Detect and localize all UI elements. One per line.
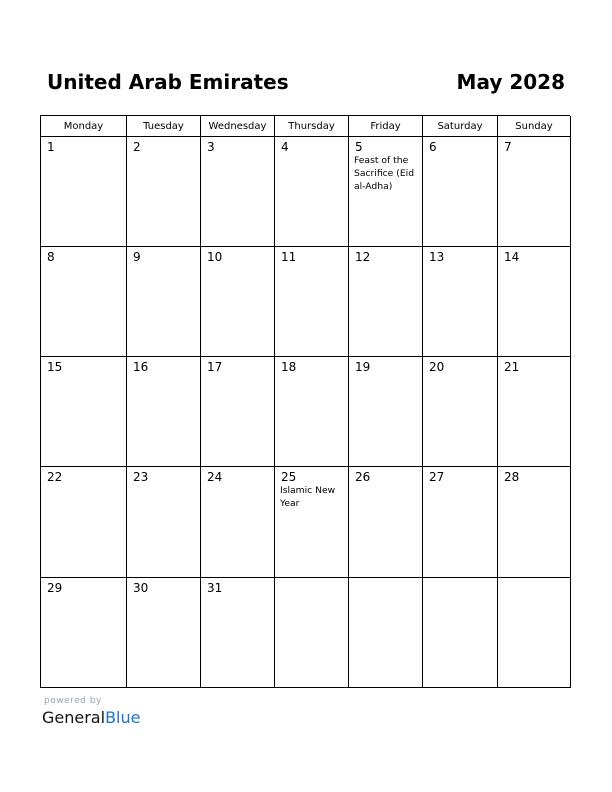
day-number: 5 xyxy=(355,140,363,154)
day-cell xyxy=(201,467,275,578)
day-number: 9 xyxy=(133,250,141,264)
day-number: 31 xyxy=(207,581,223,595)
day-number: 12 xyxy=(355,250,371,264)
day-number: 30 xyxy=(133,581,149,595)
day-cell xyxy=(41,578,127,688)
day-cell xyxy=(127,578,201,688)
day-cell xyxy=(41,467,127,578)
day-cell xyxy=(41,137,127,247)
day-number: 16 xyxy=(133,360,149,374)
day-number: 26 xyxy=(355,470,371,484)
day-number: 23 xyxy=(133,470,149,484)
day-number: 21 xyxy=(504,360,520,374)
day-cell xyxy=(423,137,498,247)
day-cell xyxy=(275,137,349,247)
day-cell xyxy=(423,578,498,688)
day-number: 25 xyxy=(281,470,297,484)
day-cell xyxy=(127,467,201,578)
day-number: 15 xyxy=(47,360,63,374)
day-cell xyxy=(498,357,571,467)
day-cell xyxy=(349,137,423,247)
day-cell xyxy=(498,137,571,247)
day-number: 6 xyxy=(429,140,437,154)
weekday-header: Friday xyxy=(349,116,423,137)
weekday-header: Tuesday xyxy=(127,116,201,137)
day-number: 10 xyxy=(207,250,223,264)
brand-logo xyxy=(42,708,140,727)
day-cell xyxy=(127,247,201,357)
day-cell xyxy=(498,578,571,688)
day-cell xyxy=(201,357,275,467)
day-number: 22 xyxy=(47,470,63,484)
day-cell xyxy=(201,578,275,688)
day-cell xyxy=(423,467,498,578)
day-number: 2 xyxy=(133,140,141,154)
day-number: 4 xyxy=(281,140,289,154)
holiday-label: Feast of the Sacrifice (Eid al-Adha) xyxy=(354,155,415,192)
day-cell xyxy=(41,357,127,467)
day-number: 1 xyxy=(47,140,55,154)
weekday-header: Saturday xyxy=(423,116,498,137)
day-cell xyxy=(275,357,349,467)
day-number: 11 xyxy=(281,250,297,264)
brand-name-part1: General xyxy=(42,708,106,727)
day-number: 7 xyxy=(504,140,512,154)
country-title: United Arab Emirates xyxy=(47,70,289,94)
day-number: 13 xyxy=(429,250,445,264)
day-cell xyxy=(127,137,201,247)
day-cell xyxy=(498,467,571,578)
day-cell xyxy=(423,247,498,357)
holiday-label: Islamic New Year xyxy=(280,485,336,509)
brand-name-part2: Blue xyxy=(105,708,141,727)
day-number: 14 xyxy=(504,250,520,264)
day-number: 18 xyxy=(281,360,297,374)
day-number: 8 xyxy=(47,250,55,264)
day-number: 20 xyxy=(429,360,445,374)
day-number: 27 xyxy=(429,470,445,484)
day-cell xyxy=(127,357,201,467)
day-number: 24 xyxy=(207,470,223,484)
day-cell xyxy=(275,467,349,578)
day-cell xyxy=(349,357,423,467)
day-number: 28 xyxy=(504,470,520,484)
day-number: 29 xyxy=(47,581,63,595)
day-cell xyxy=(349,578,423,688)
day-number: 19 xyxy=(355,360,371,374)
day-cell xyxy=(423,357,498,467)
day-cell xyxy=(201,247,275,357)
day-cell xyxy=(498,247,571,357)
day-number: 17 xyxy=(207,360,223,374)
weekday-header: Sunday xyxy=(498,116,571,137)
day-cell xyxy=(201,137,275,247)
day-cell xyxy=(349,247,423,357)
day-number: 3 xyxy=(207,140,215,154)
calendar-grid xyxy=(40,115,570,688)
weekday-header: Thursday xyxy=(275,116,349,137)
weekday-header: Monday xyxy=(41,116,127,137)
day-cell xyxy=(41,247,127,357)
day-cell xyxy=(349,467,423,578)
day-cell xyxy=(275,247,349,357)
day-cell xyxy=(275,578,349,688)
powered-by-text: powered by xyxy=(44,696,102,706)
weekday-header: Wednesday xyxy=(201,116,275,137)
month-title: May 2028 xyxy=(456,70,565,94)
